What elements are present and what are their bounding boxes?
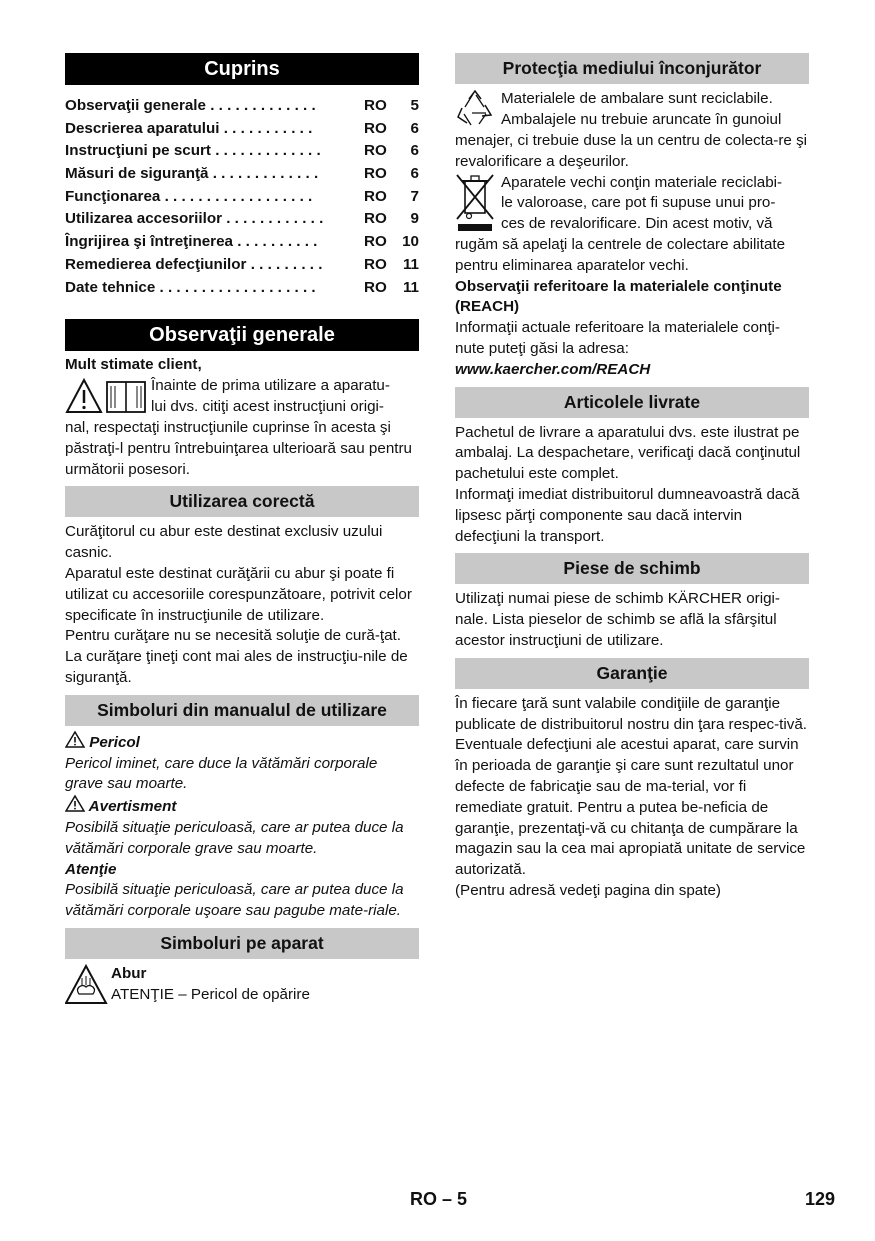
toc-entry-title: Observaţii generale . . . . . . . . . . . . . bbox=[65, 97, 316, 114]
toc-entry-lang: RO bbox=[364, 187, 387, 205]
toc-entry-page: 5 bbox=[410, 97, 419, 114]
toc-entry-lang: RO bbox=[364, 119, 387, 137]
spares-p1: Utilizaţi numai piese de schimb KÄRCHER origi-nale. Lista pieselor de schimb se află la sfârşitul acestor instrucţiuni de utilizare. bbox=[455, 590, 780, 649]
warning-title: Avertisment bbox=[65, 795, 419, 818]
toc-entry[interactable] bbox=[65, 95, 419, 118]
toc-entry[interactable] bbox=[65, 277, 419, 300]
toc-entry-lang: RO bbox=[364, 142, 387, 160]
warning-text: Posibilă situaţie periculoasă, care ar putea duce la vătămări corporale grave sau moarte. bbox=[65, 818, 404, 857]
toc-entry-page: 6 bbox=[410, 142, 419, 160]
toc-entry-title: Funcţionarea . . . . . . . . . . . . . . . . . . bbox=[65, 187, 313, 205]
caution-text: Posibilă situaţie periculoasă, care ar putea duce la vătămări corporale uşoare sau pagube mate-riale. bbox=[65, 881, 404, 920]
caution-title: Atenţie bbox=[65, 860, 117, 878]
intro-line-1: Înainte de prima utilizare a aparatu- bbox=[151, 376, 390, 394]
intro-line-2: lui dvs. citiţi acest instrucţiuni origi- bbox=[151, 397, 384, 415]
toc-entry-title: Instrucţiuni pe scurt . . . . . . . . . . . . . bbox=[65, 142, 321, 160]
environment-heading: Protecţia mediului înconjurător bbox=[455, 53, 809, 84]
steam-symbol-row bbox=[65, 964, 419, 1008]
toc-entry[interactable] bbox=[65, 163, 419, 186]
danger-triangle-icon bbox=[65, 731, 85, 748]
reach-url-link[interactable]: www.kaercher.com/REACH bbox=[455, 360, 651, 378]
weee-rest: rugăm să apelaţi la centrele de colectare abilitate pentru eliminarea aparatelor vechi. bbox=[455, 235, 786, 274]
toc-entry-title: Utilizarea accesoriilor . . . . . . . . . . . . bbox=[65, 210, 324, 228]
toc-entry-title: Îngrijirea şi întreţinerea . . . . . . . . . . bbox=[65, 233, 318, 251]
scope-heading: Articolele livrate bbox=[455, 387, 809, 418]
footer-section-label: RO – 5 bbox=[410, 1189, 468, 1209]
danger-title: Pericol bbox=[65, 731, 419, 754]
toc-heading: Cuprins bbox=[65, 53, 419, 85]
toc-entry-lang: RO bbox=[364, 97, 387, 114]
recycle-line-1: Materialele de ambalare sunt reciclabile. bbox=[501, 90, 773, 107]
weee-line-1: Aparatele vechi conţin materiale reciclabi- bbox=[501, 173, 783, 191]
device-symbols-heading: Simboluri pe aparat bbox=[65, 928, 419, 959]
toc-entry-lang: RO bbox=[364, 165, 387, 183]
intro-with-icons bbox=[65, 376, 419, 418]
toc-entry[interactable] bbox=[65, 208, 419, 231]
steam-text: ATENŢIE – Pericol de opărire bbox=[111, 985, 310, 1003]
correct-use-p1: Curăţitorul cu abur este destinat exclusiv uzului casnic. bbox=[65, 523, 383, 562]
recycle-line-2: Ambalajele nu trebuie aruncate în gunoiul bbox=[501, 110, 782, 128]
toc-entry-page: 11 bbox=[402, 255, 419, 273]
correct-use-p2: Aparatul este destinat curăţării cu abur şi poate fi utilizat cu accesoriile corespunzătoare, potrivit celor specificate în instrucţiunile de utilizare. bbox=[65, 564, 412, 624]
toc-entry[interactable] bbox=[65, 254, 419, 277]
correct-use-p3: Pentru curăţare nu se necesită soluţie de cură-ţat. La curăţare ţineţi cont mai ales de instrucţiu-nile de siguranţă. bbox=[65, 627, 408, 686]
toc-entry-title: Descrierea aparatului . . . . . . . . . . . bbox=[65, 119, 313, 137]
crossed-bin-icon bbox=[455, 173, 501, 235]
toc-entry-title: Măsuri de siguranţă . . . . . . . . . . . . . bbox=[65, 165, 319, 183]
toc-entry[interactable] bbox=[65, 118, 419, 141]
warranty-heading: Garanţie bbox=[455, 658, 809, 689]
steam-title: Abur bbox=[111, 964, 147, 982]
warranty-p1: În fiecare ţară sunt valabile condiţiile de garanţie publicate de distribuitorul nostru din ţara respec-tivă. Eventuale defecţiuni ale acestui aparat, care survin în perioada de garanţie şi care sunt rezultatul unor defecte de fabricaţie sau de ma-terial, vor fi remediate gratuit. Pentru a putea be-neficia de garanţie, prezentaţi-vă cu chitanţa de cumpărare la magazin sau la cea mai apropiată unitate de service autorizată. bbox=[455, 694, 808, 879]
warning-manual-icons bbox=[65, 376, 151, 418]
toc-entry[interactable] bbox=[65, 231, 419, 254]
toc-entry-lang: RO bbox=[364, 255, 387, 273]
left-column bbox=[65, 53, 419, 1008]
general-heading: Observaţii generale bbox=[65, 319, 419, 351]
toc-entry-page: 6 bbox=[410, 165, 419, 183]
recycle-rest: menajer, ci trebuie duse la un centru de colecta-re şi revalorificare a deşeurilor. bbox=[455, 132, 808, 170]
scope-p2: Informaţi imediat distribuitorul dumneavoastră dacă lipsesc părţi componente sau dacă intervin defecţiuni la transport. bbox=[455, 485, 800, 545]
correct-use-heading: Utilizarea corectă bbox=[65, 486, 419, 517]
toc-entry-title: Remedierea defecţiunilor . . . . . . . . . bbox=[65, 255, 323, 273]
toc-entry-lang: RO bbox=[364, 278, 387, 296]
weee-line-3: ces de revalorificare. Din acest motiv, vă bbox=[501, 215, 773, 233]
table-of-contents bbox=[65, 95, 419, 299]
toc-entry[interactable] bbox=[65, 140, 419, 163]
scope-p1: Pachetul de livrare a aparatului dvs. este ilustrat pe ambalaj. La despachetare, verificaţi dacă conţinutul pachetului este complet. bbox=[455, 423, 801, 483]
recycle-row bbox=[455, 89, 809, 131]
warning-triangle-icon bbox=[65, 376, 151, 418]
danger-text: Pericol iminet, care duce la vătămări corporale grave sau moarte. bbox=[65, 754, 378, 793]
weee-line-2: le valoroase, care pot fi supuse unui pro- bbox=[501, 194, 776, 212]
footer-page-number: 129 bbox=[804, 1189, 835, 1209]
toc-entry-page: 6 bbox=[410, 119, 419, 137]
warning-triangle-small-icon bbox=[65, 795, 85, 812]
toc-entry-lang: RO bbox=[364, 233, 387, 251]
reach-text: Informaţii actuale referitoare la materialele conţi-nute puteţi găsi la adresa: bbox=[455, 319, 780, 357]
right-column bbox=[455, 53, 809, 902]
toc-entry-title: Date tehnice . . . . . . . . . . . . . . . . . . . bbox=[65, 278, 316, 296]
toc-entry-page: 7 bbox=[410, 187, 419, 205]
steam-hazard-icon bbox=[65, 964, 111, 1008]
spares-heading: Piese de schimb bbox=[455, 553, 809, 584]
warranty-p2: (Pentru adresă vedeţi pagina din spate) bbox=[455, 881, 721, 899]
book-icon bbox=[107, 382, 145, 412]
weee-row bbox=[455, 173, 809, 235]
recycle-icon bbox=[455, 89, 501, 131]
manual-symbols-heading: Simboluri din manualul de utilizare bbox=[65, 695, 419, 726]
toc-entry-page: 9 bbox=[410, 210, 419, 228]
reach-title: Observaţii referitoare la materialele conţinute (REACH) bbox=[455, 277, 782, 316]
salutation: Mult stimate client, bbox=[65, 356, 202, 374]
toc-entry-lang: RO bbox=[364, 210, 387, 228]
intro-rest: nal, respectaţi instrucţiunile cuprinse în acesta şi păstraţi-l pentru întrebuinţarea ulterioară sau pentru următorii posesori. bbox=[65, 418, 412, 478]
toc-entry-page: 10 bbox=[402, 233, 419, 251]
toc-entry[interactable] bbox=[65, 186, 419, 209]
toc-entry-page: 11 bbox=[402, 278, 419, 296]
